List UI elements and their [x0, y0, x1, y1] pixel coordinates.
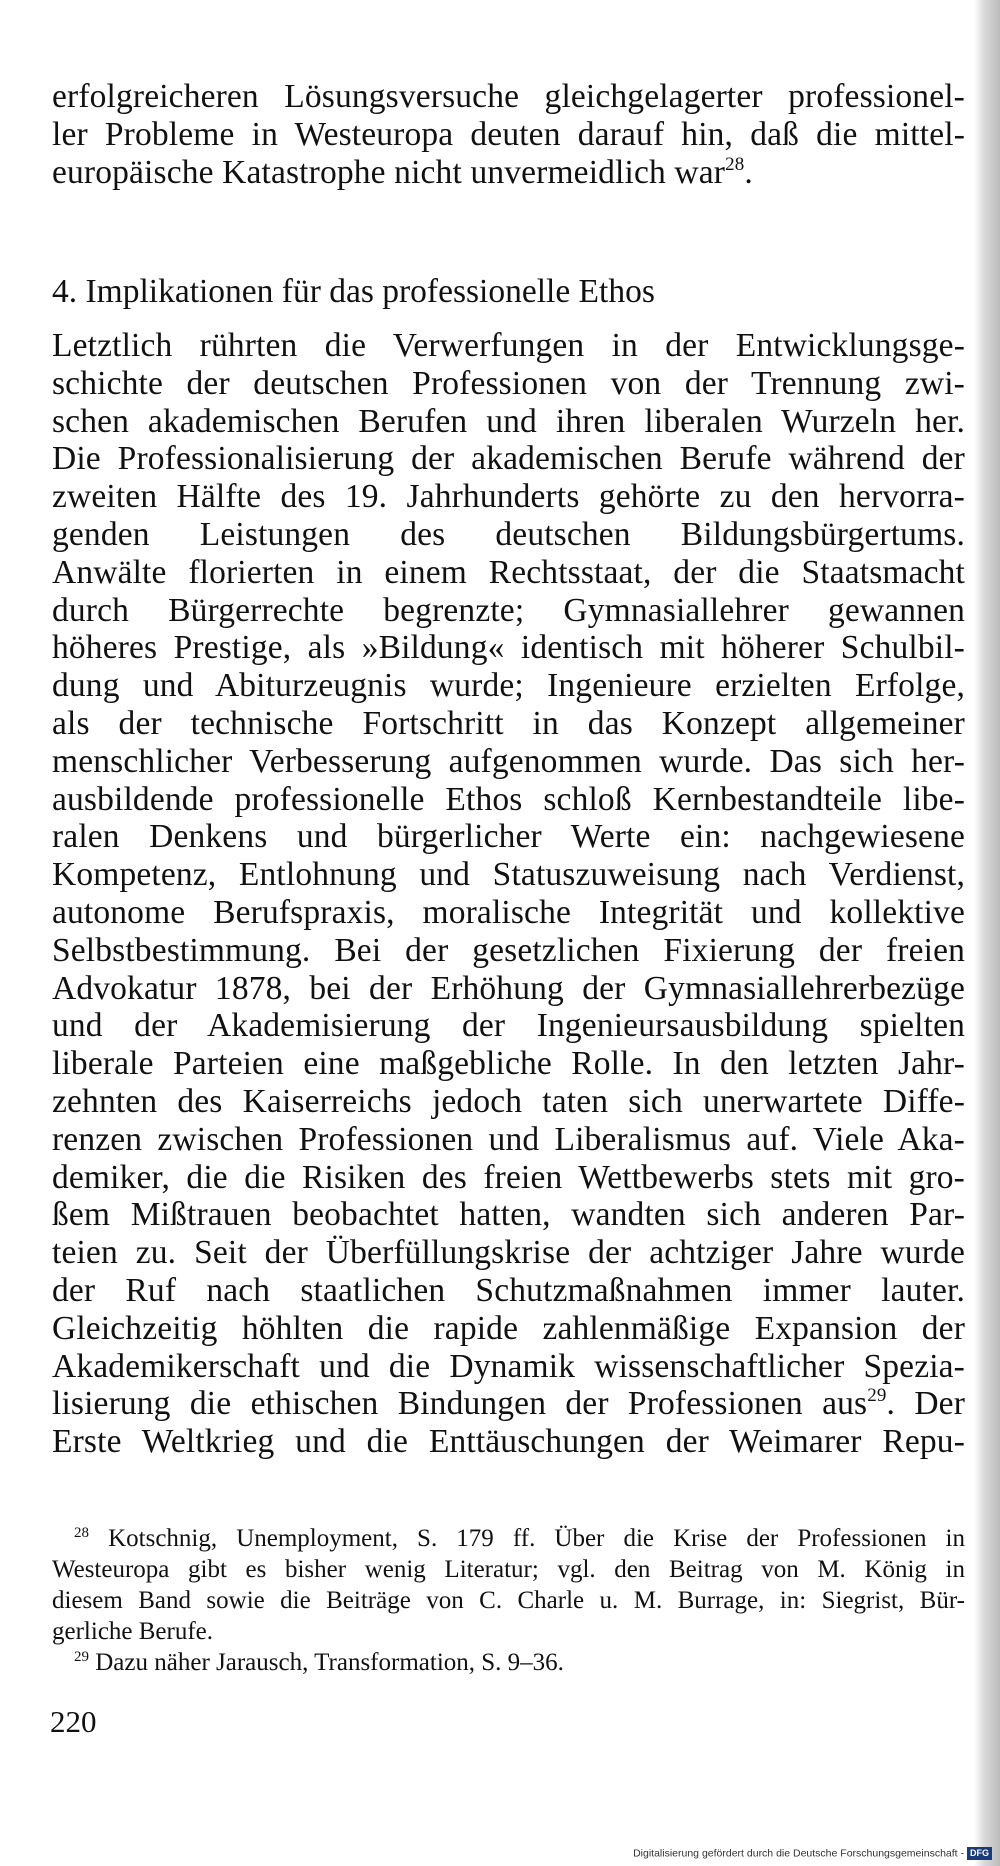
text-line: liberale Parteien eine maßgebliche Rolle. In den letzten Jahr- — [52, 1045, 965, 1083]
footnote-29-mark: 29 — [74, 1649, 89, 1665]
text-line: Akademikerschaft und die Dynamik wissenschaftlicher Spezia- — [52, 1347, 965, 1385]
section-heading: 4. Implikationen für das professionelle Ethos — [52, 273, 655, 310]
text-line: teien zu. Seit der Überfüllungskrise der achtziger Jahre wurde — [52, 1234, 965, 1272]
text-line: Gleichzeitig höhlten die rapide zahlenmäßige Expansion der — [52, 1309, 965, 1347]
credit-text: Digitalisierung gefördert durch die Deutsche Forschungsgemeinschaft - — [633, 1847, 964, 1860]
text-line: demiker, die die Risiken des freien Wettbewerbs stets mit gro- — [52, 1158, 965, 1196]
text-fragment: lisierung die ethischen Bindungen der Professionen aus — [52, 1385, 868, 1423]
page-edge-shadow — [974, 0, 1000, 1866]
text-line: renzen zwischen Professionen und Liberalismus auf. Viele Aka- — [52, 1120, 965, 1158]
text-line: Selbstbestimmung. Bei der gesetzlichen Fixierung der freien — [52, 931, 965, 969]
text-line: zweiten Hälfte des 19. Jahrhunderts gehörte zu den hervorra- — [52, 478, 965, 516]
text-line: ralen Denkens und bürgerlicher Werte ein: nachgewiesene — [52, 818, 965, 856]
text-line: Die Professionalisierung der akademischen Berufe während der — [52, 440, 965, 478]
text-fragment: Kotschnig, Unemployment, S. 179 ff. Über die Krise der Professionen in — [108, 1525, 966, 1552]
text-line: schichte der deutschen Professionen von der Trennung zwi- — [52, 364, 965, 402]
footnote-28-line — [52, 1523, 965, 1554]
text-line — [52, 1385, 965, 1423]
text-line: menschlicher Verbesserung aufgenommen wurde. Das sich her- — [52, 742, 965, 780]
dfg-logo[interactable]: DFG — [967, 1847, 992, 1860]
text-fragment: . Der — [886, 1385, 966, 1423]
text-line: autonome Berufspraxis, moralische Integrität und kollektive — [52, 893, 965, 931]
text-fragment: europäische Katastrophe nicht unvermeidlich war — [52, 153, 726, 191]
text-line — [52, 154, 965, 192]
text-line: ausbildende professionelle Ethos schloß Kernbestandteile libe- — [52, 780, 965, 818]
footnote-28-mark: 28 — [74, 1525, 89, 1541]
text-line: höheres Prestige, als »Bildung« identisch mit höherer Schulbil- — [52, 629, 965, 667]
text-line: dung und Abiturzeugnis wurde; Ingenieure erzielten Erfolge, — [52, 667, 965, 705]
text-line: Letztlich rührten die Verwerfungen in der Entwicklungsge- — [52, 327, 965, 364]
digitization-credit — [633, 1847, 992, 1860]
text-fragment: Dazu näher Jarausch, Transformation, S. 9–36. — [95, 1649, 564, 1676]
footnote-28-line: gerliche Berufe. — [52, 1618, 214, 1645]
footnote-28-line: Westeuropa gibt es bisher wenig Literatur; vgl. den Beitrag von M. König in — [52, 1556, 965, 1583]
footnote-ref-28[interactable]: 28 — [725, 153, 745, 175]
paragraph-continued — [52, 78, 965, 191]
text-line: schen akademischen Berufen und ihren liberalen Wurzeln her. — [52, 402, 965, 440]
text-line: erfolgreicheren Lösungsversuche gleichgelagerter professionel- — [52, 78, 965, 115]
footnote-ref-29[interactable]: 29 — [867, 1385, 887, 1407]
text-line: Erste Weltkrieg und die Enttäuschungen der Weimarer Repu- — [52, 1423, 965, 1461]
text-line: ßem Mißtrauen beobachtet hatten, wandten sich anderen Par- — [52, 1196, 965, 1234]
text-line: der Ruf nach staatlichen Schutzmaßnahmen immer lauter. — [52, 1271, 965, 1309]
footnote-28-line: diesem Band sowie die Beiträge von C. Charle u. M. Burrage, in: Siegrist, Bür- — [52, 1587, 965, 1614]
text-line: als der technische Fortschritt in das Konzept allgemeiner — [52, 704, 965, 742]
text-line: zehnten des Kaiserreichs jedoch taten sich unerwartete Diffe- — [52, 1082, 965, 1120]
text-line: Anwälte florierten in einem Rechtsstaat, der die Staatsmacht — [52, 553, 965, 591]
paragraph-main — [52, 327, 965, 1461]
text-line: genden Leistungen des deutschen Bildungsbürgertums. — [52, 515, 965, 553]
text-line: und der Akademisierung der Ingenieursausbildung spielten — [52, 1007, 965, 1045]
page-number: 220 — [50, 1704, 97, 1739]
footnote-29-line — [52, 1647, 965, 1678]
text-line: Kompetenz, Entlohnung und Statuszuweisung nach Verdienst, — [52, 856, 965, 894]
text-line: Advokatur 1878, bei der Erhöhung der Gymnasiallehrerbezüge — [52, 969, 965, 1007]
footnotes — [52, 1523, 965, 1678]
text-line: durch Bürgerrechte begrenzte; Gymnasiallehrer gewannen — [52, 591, 965, 629]
text-line: ler Probleme in Westeuropa deuten darauf hin, daß die mittel- — [52, 115, 965, 153]
text-fragment: . — [744, 153, 753, 191]
